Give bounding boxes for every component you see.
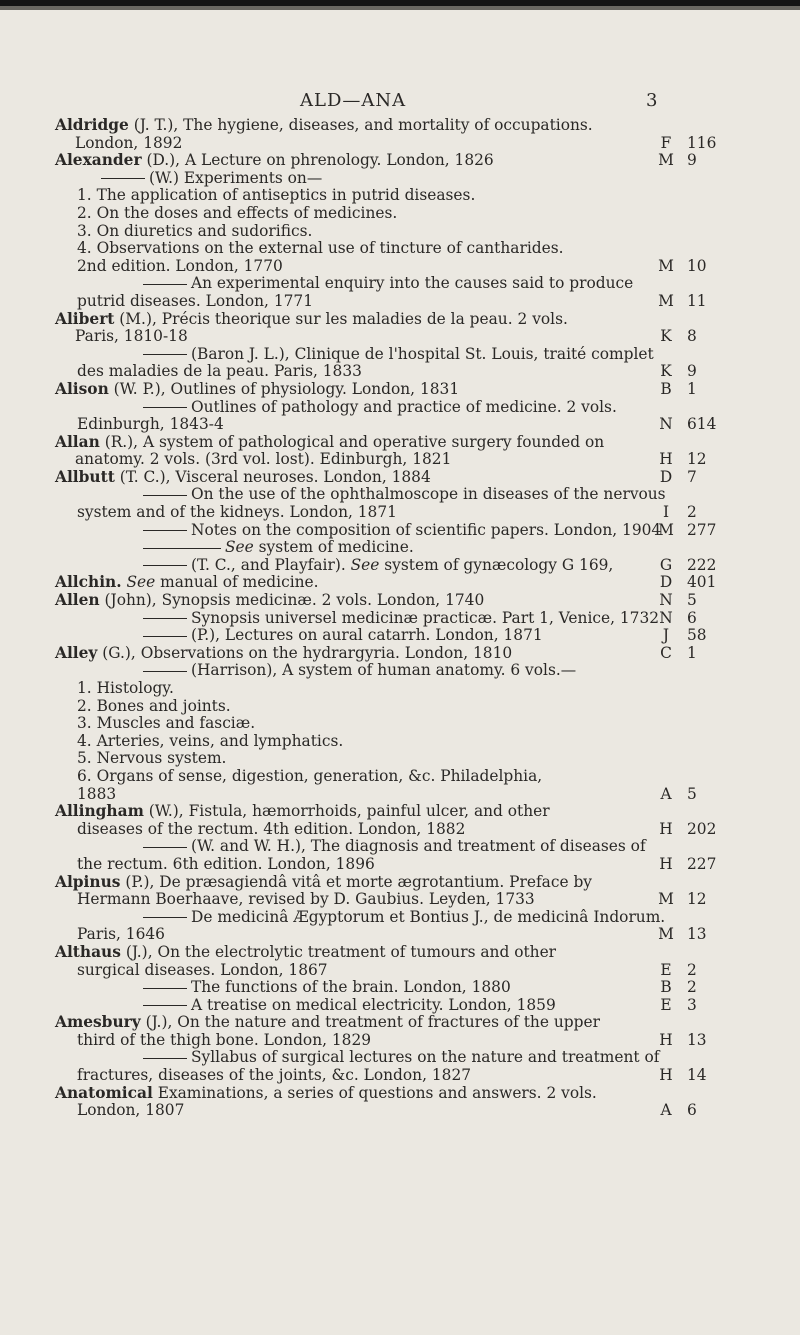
entry-line (55, 1014, 745, 1032)
entry-text (143, 539, 414, 557)
entry-line (55, 944, 745, 962)
shelf-letter: D (659, 467, 673, 486)
entry-segment: (P.), De præsagiendâ vitâ et morte ægrotantium. Preface by (120, 872, 592, 891)
entry-text (143, 486, 666, 504)
entry-segment: (D.), A Lecture on phrenology. London, 1826 (141, 151, 494, 170)
entry-text (77, 786, 116, 804)
entry-text (143, 838, 646, 856)
entry-segment: (T. C.), Visceral neuroses. London, 1884 (114, 467, 431, 486)
shelf-letter: H (659, 819, 673, 838)
entry-segment: London, 1892 (75, 133, 183, 152)
entry-line (55, 997, 745, 1015)
shelf-letter: M (658, 925, 674, 944)
entry-segment: Paris, 1810-18 (75, 327, 188, 346)
entry-segment: (John), Synopsis medicinæ. 2 vols. London, 1740 (99, 591, 485, 610)
entry-text (77, 891, 535, 909)
entry-text (77, 1032, 371, 1050)
entry-line (55, 434, 745, 452)
author-name: Alison (55, 379, 109, 398)
entry-line (55, 293, 745, 311)
entry-text (77, 962, 328, 980)
entry-text (143, 979, 511, 997)
shelf-number: 13 (687, 925, 707, 944)
entry-text (77, 856, 375, 874)
entry-segment: anatomy. 2 vols. (3rd vol. lost). Edinburgh, 1821 (75, 450, 452, 469)
author-name: Allen (55, 591, 100, 610)
entry-text (143, 275, 633, 293)
scan-top-shadow (0, 6, 800, 10)
entry-text (143, 662, 576, 680)
shelf-letter: N (659, 591, 673, 610)
ditto-rule (143, 407, 187, 408)
shelf-number: 277 (687, 520, 717, 539)
entry-text (55, 117, 593, 135)
ditto-rule (143, 284, 187, 285)
entry-text (55, 469, 431, 487)
entry-text (77, 205, 397, 223)
entry-line (55, 768, 745, 786)
shelf-letter: N (659, 608, 673, 627)
entry-text (143, 610, 659, 628)
entry-line (55, 1049, 745, 1067)
entry-line (55, 170, 745, 188)
entry-text (77, 715, 255, 733)
entry-segment: (W.), Fistula, hæmorrhoids, painful ulcer, and other (143, 802, 550, 821)
entry-segment: des maladies de la peau. Paris, 1833 (77, 362, 362, 381)
entry-segment: 1. The application of antiseptics in putrid diseases. (77, 186, 476, 205)
entry-line (55, 680, 745, 698)
shelf-letter: N (659, 415, 673, 434)
shelf-number: 6 (687, 1101, 697, 1120)
entry-segment: 1883 (77, 784, 117, 803)
entry-line (55, 926, 745, 944)
entry-segment: (R.), A system of pathological and operative surgery founded on (99, 432, 605, 451)
entry-segment: (W. and W. H.), The diagnosis and treatment of diseases of (191, 837, 646, 856)
entry-line (55, 451, 745, 469)
author-name: Alexander (55, 151, 142, 170)
page-number: 3 (646, 90, 658, 111)
entry-line (55, 522, 745, 540)
entry-text (77, 768, 542, 786)
shelf-number: 8 (687, 327, 697, 346)
shelf-number: 116 (687, 133, 717, 152)
shelf-letter: H (659, 450, 673, 469)
ditto-rule (143, 530, 187, 531)
entry-segment: Outlines of pathology and practice of medicine. 2 vols. (191, 397, 617, 416)
entry-text (143, 627, 543, 645)
entry-line (55, 750, 745, 768)
entry-text (55, 803, 550, 821)
entry-line (55, 416, 745, 434)
entry-text (143, 399, 617, 417)
entry-text (77, 223, 312, 241)
entry-text (55, 645, 512, 663)
shelf-letter: K (660, 362, 672, 381)
entry-line (55, 1102, 745, 1120)
page-header (0, 90, 800, 114)
entry-line (55, 346, 745, 364)
entry-segment: Hermann Boerhaave, revised by D. Gaubius. Leyden, 1733 (77, 890, 535, 909)
entry-text (143, 997, 556, 1015)
entry-segment: third of the thigh bone. London, 1829 (77, 1030, 372, 1049)
ditto-rule (143, 1058, 187, 1059)
entry-text (143, 909, 665, 927)
shelf-number: 10 (687, 256, 707, 275)
entry-text (55, 434, 604, 452)
entry-text (55, 874, 592, 892)
entry-segment: A treatise on medical electricity. London, 1859 (191, 995, 556, 1014)
running-title: ALD—ANA (300, 90, 407, 111)
entry-line (55, 363, 745, 381)
entry-segment: (J.), On the nature and treatment of fractures of the upper (140, 1013, 600, 1032)
entry-text (143, 522, 661, 540)
entry-segment: (M.), Précis theorique sur les maladies de la peau. 2 vols. (114, 309, 568, 328)
entry-line (55, 838, 745, 856)
shelf-number: 202 (687, 819, 717, 838)
entry-text (55, 311, 568, 329)
entry-text (77, 416, 224, 434)
entry-line (55, 715, 745, 733)
entry-text (55, 574, 319, 592)
entry-line (55, 117, 745, 135)
entry-line (55, 662, 745, 680)
shelf-number: 2 (687, 978, 697, 997)
shelf-number: 13 (687, 1030, 707, 1049)
entry-segment: The functions of the brain. London, 1880 (191, 978, 511, 997)
shelf-number: 5 (687, 591, 697, 610)
entry-segment: putrid diseases. London, 1771 (77, 291, 313, 310)
shelf-letter: F (660, 133, 672, 152)
entry-line (55, 891, 745, 909)
ditto-rule (143, 495, 187, 496)
entry-line (55, 381, 745, 399)
entry-line (55, 223, 745, 241)
entry-segment: (J.), On the electrolytic treatment of tumours and other (120, 942, 557, 961)
entry-text (77, 750, 226, 768)
shelf-number: 5 (687, 784, 697, 803)
entry-text (77, 733, 343, 751)
entry-text (77, 1102, 184, 1120)
entry-text (77, 1067, 471, 1085)
entry-line (55, 856, 745, 874)
entry-segment: London, 1807 (77, 1101, 185, 1120)
entry-segment: (P.), Lectures on aural catarrh. London, 1871 (191, 626, 543, 645)
shelf-number: 2 (687, 503, 697, 522)
shelf-letter: E (660, 995, 672, 1014)
entry-line (55, 258, 745, 276)
entry-segment: (W.) Experiments on— (149, 168, 323, 187)
entry-segment: (T. C., and Playfair). (191, 555, 351, 574)
shelf-number: 401 (687, 573, 717, 592)
shelf-letter: I (662, 503, 670, 522)
entry-line (55, 469, 745, 487)
entry-text (55, 1085, 597, 1103)
entry-segment: Notes on the composition of scientific papers. London, 1904 (191, 520, 662, 539)
entry-segment: 2. Bones and joints. (77, 696, 231, 715)
ditto-rule (101, 178, 145, 179)
entry-segment: An experimental enquiry into the causes said to produce (191, 274, 634, 293)
entry-text (55, 944, 556, 962)
entry-line (55, 698, 745, 716)
entry-segment: the rectum. 6th edition. London, 1896 (77, 854, 375, 873)
entry-line (55, 504, 745, 522)
shelf-letter: C (660, 643, 672, 662)
shelf-letter: M (658, 890, 674, 909)
entry-segment: 5. Nervous system. (77, 749, 227, 768)
see-reference: See (350, 555, 380, 574)
entry-line (55, 733, 745, 751)
entry-segment: 6. Organs of sense, digestion, generation, &c. Philadelphia, (77, 766, 543, 785)
ditto-rule (143, 354, 187, 355)
entry-segment: 3. Muscles and fasciæ. (77, 714, 256, 733)
ditto-rule (143, 1005, 187, 1006)
shelf-letter: J (662, 626, 670, 645)
entry-segment: 1. Histology. (77, 679, 174, 697)
shelf-letter: M (658, 151, 674, 170)
shelf-letter: M (658, 256, 674, 275)
ditto-rule (143, 847, 187, 848)
entry-segment: (G.), Observations on the hydrargyria. London, 1810 (97, 643, 513, 662)
shelf-letter: K (660, 327, 672, 346)
entry-line (55, 821, 745, 839)
catalogue-entries (55, 117, 745, 1120)
shelf-letter: M (658, 291, 674, 310)
entry-line (55, 574, 745, 592)
entry-segment: system of gynæcology G 169, (379, 555, 614, 574)
shelf-number: 7 (687, 467, 697, 486)
shelf-number: 227 (687, 854, 717, 873)
shelf-letter: B (660, 379, 672, 398)
author-name: Allingham (55, 802, 144, 821)
entry-line (55, 486, 745, 504)
author-name: Anatomical (55, 1083, 153, 1102)
ditto-rule (143, 548, 221, 549)
entry-text (55, 1014, 600, 1032)
entry-line (55, 1067, 745, 1085)
entry-line (55, 786, 745, 804)
entry-text (77, 240, 564, 258)
entry-text (143, 557, 613, 575)
entry-text (77, 680, 174, 698)
shelf-letter: H (659, 854, 673, 873)
entry-segment: 2. On the doses and effects of medicines. (77, 203, 398, 222)
entry-line (55, 205, 745, 223)
entry-segment: Edinburgh, 1843-4 (77, 415, 224, 434)
shelf-number: 9 (687, 362, 697, 381)
shelf-number: 12 (687, 450, 707, 469)
entry-text (77, 258, 283, 276)
shelf-letter: D (659, 573, 673, 592)
author-name: Alibert (55, 309, 115, 328)
entry-segment: Paris, 1646 (77, 925, 165, 944)
entry-line (55, 399, 745, 417)
author-name: Alley (55, 643, 98, 662)
see-reference: See (225, 538, 254, 557)
shelf-number: 11 (687, 291, 707, 310)
shelf-number: 12 (687, 890, 707, 909)
entry-segment: surgical diseases. London, 1867 (77, 960, 328, 979)
author-name: Alpinus (55, 872, 121, 891)
entry-segment: (W. P.), Outlines of physiology. London, 1831 (108, 379, 460, 398)
entry-text (77, 293, 313, 311)
shelf-number: 1 (687, 379, 697, 398)
entry-line (55, 627, 745, 645)
entry-segment: 3. On diuretics and sudorifics. (77, 221, 313, 240)
entry-text (143, 1049, 659, 1067)
entry-line (55, 645, 745, 663)
ditto-rule (143, 636, 187, 637)
shelf-letter: G (659, 555, 673, 574)
entry-text (75, 328, 188, 346)
ditto-rule (143, 671, 187, 672)
shelf-letter: H (659, 1030, 673, 1049)
shelf-number: 9 (687, 151, 697, 170)
entry-segment: (J. T.), The hygiene, diseases, and mortality of occupations. (128, 116, 593, 134)
entry-segment: Examinations, a series of questions and answers. 2 vols. (152, 1083, 597, 1102)
entry-line (55, 1085, 745, 1103)
shelf-number: 6 (687, 608, 697, 627)
ditto-rule (143, 618, 187, 619)
entry-text (55, 381, 459, 399)
entry-segment: On the use of the ophthalmoscope in diseases of the nervous (191, 485, 666, 504)
shelf-letter: M (658, 520, 674, 539)
shelf-letter: A (660, 784, 672, 803)
ditto-rule (143, 988, 187, 989)
shelf-number: 3 (687, 995, 697, 1014)
entry-segment: 4. Arteries, veins, and lymphatics. (77, 731, 344, 750)
entry-text (143, 346, 654, 364)
shelf-number: 1 (687, 643, 697, 662)
entry-line (55, 557, 745, 575)
entry-segment: fractures, diseases of the joints, &c. London, 1827 (77, 1066, 472, 1085)
shelf-number: 14 (687, 1066, 707, 1085)
entry-text (77, 698, 231, 716)
shelf-letter: A (660, 1101, 672, 1120)
entry-text (101, 170, 322, 188)
entry-text (75, 451, 451, 469)
author-name: Allchin. (55, 573, 122, 592)
author-name: Aldridge (55, 116, 129, 134)
author-name: Althaus (55, 942, 121, 961)
entry-text (77, 926, 165, 944)
see-reference: See (126, 573, 156, 592)
entry-text (55, 152, 494, 170)
entry-line (55, 152, 745, 170)
entry-segment: (Baron J. L.), Clinique de l'hospital St. Louis, traité complet (191, 344, 654, 363)
entry-text (77, 187, 475, 205)
entry-line (55, 1032, 745, 1050)
ditto-rule (143, 917, 187, 918)
entry-line (55, 311, 745, 329)
shelf-number: 614 (687, 415, 717, 434)
shelf-letter: B (660, 978, 672, 997)
shelf-number: 222 (687, 555, 717, 574)
shelf-letter: H (659, 1066, 673, 1085)
entry-line (55, 275, 745, 293)
entry-segment: system of medicine. (253, 538, 414, 557)
entry-line (55, 962, 745, 980)
author-name: Allbutt (55, 467, 115, 486)
shelf-letter: E (660, 960, 672, 979)
entry-line (55, 803, 745, 821)
entry-line (55, 240, 745, 258)
entry-segment: De medicinâ Ægyptorum et Bontius J., de medicinâ Indorum. (191, 907, 666, 926)
shelf-number: 58 (687, 626, 707, 645)
entry-segment: Synopsis universel medicinæ practicæ. Part 1, Venice, 1732 (191, 608, 660, 627)
entry-segment: system and of the kidneys. London, 1871 (77, 503, 397, 522)
entry-line (55, 909, 745, 927)
entry-segment: Syllabus of surgical lectures on the nature and treatment of (191, 1048, 660, 1067)
entry-line (55, 874, 745, 892)
entry-line (55, 979, 745, 997)
entry-text (77, 821, 465, 839)
entry-text (55, 592, 484, 610)
entry-segment: diseases of the rectum. 4th edition. London, 1882 (77, 819, 466, 838)
entry-line (55, 592, 745, 610)
author-name: Amesbury (55, 1013, 141, 1032)
entry-line (55, 187, 745, 205)
entry-text (75, 135, 182, 153)
entry-segment: manual of medicine. (155, 573, 319, 592)
entry-line (55, 610, 745, 628)
entry-text (77, 363, 362, 381)
entry-segment: (Harrison), A system of human anatomy. 6 vols.— (191, 661, 577, 680)
entry-text (77, 504, 397, 522)
entry-line (55, 539, 745, 557)
entry-segment: 4. Observations on the external use of tincture of cantharides. (77, 239, 564, 258)
entry-line (55, 328, 745, 346)
shelf-number: 2 (687, 960, 697, 979)
author-name: Allan (55, 432, 100, 451)
entry-segment: 2nd edition. London, 1770 (77, 256, 283, 275)
ditto-rule (143, 565, 187, 566)
entry-line (55, 135, 745, 153)
